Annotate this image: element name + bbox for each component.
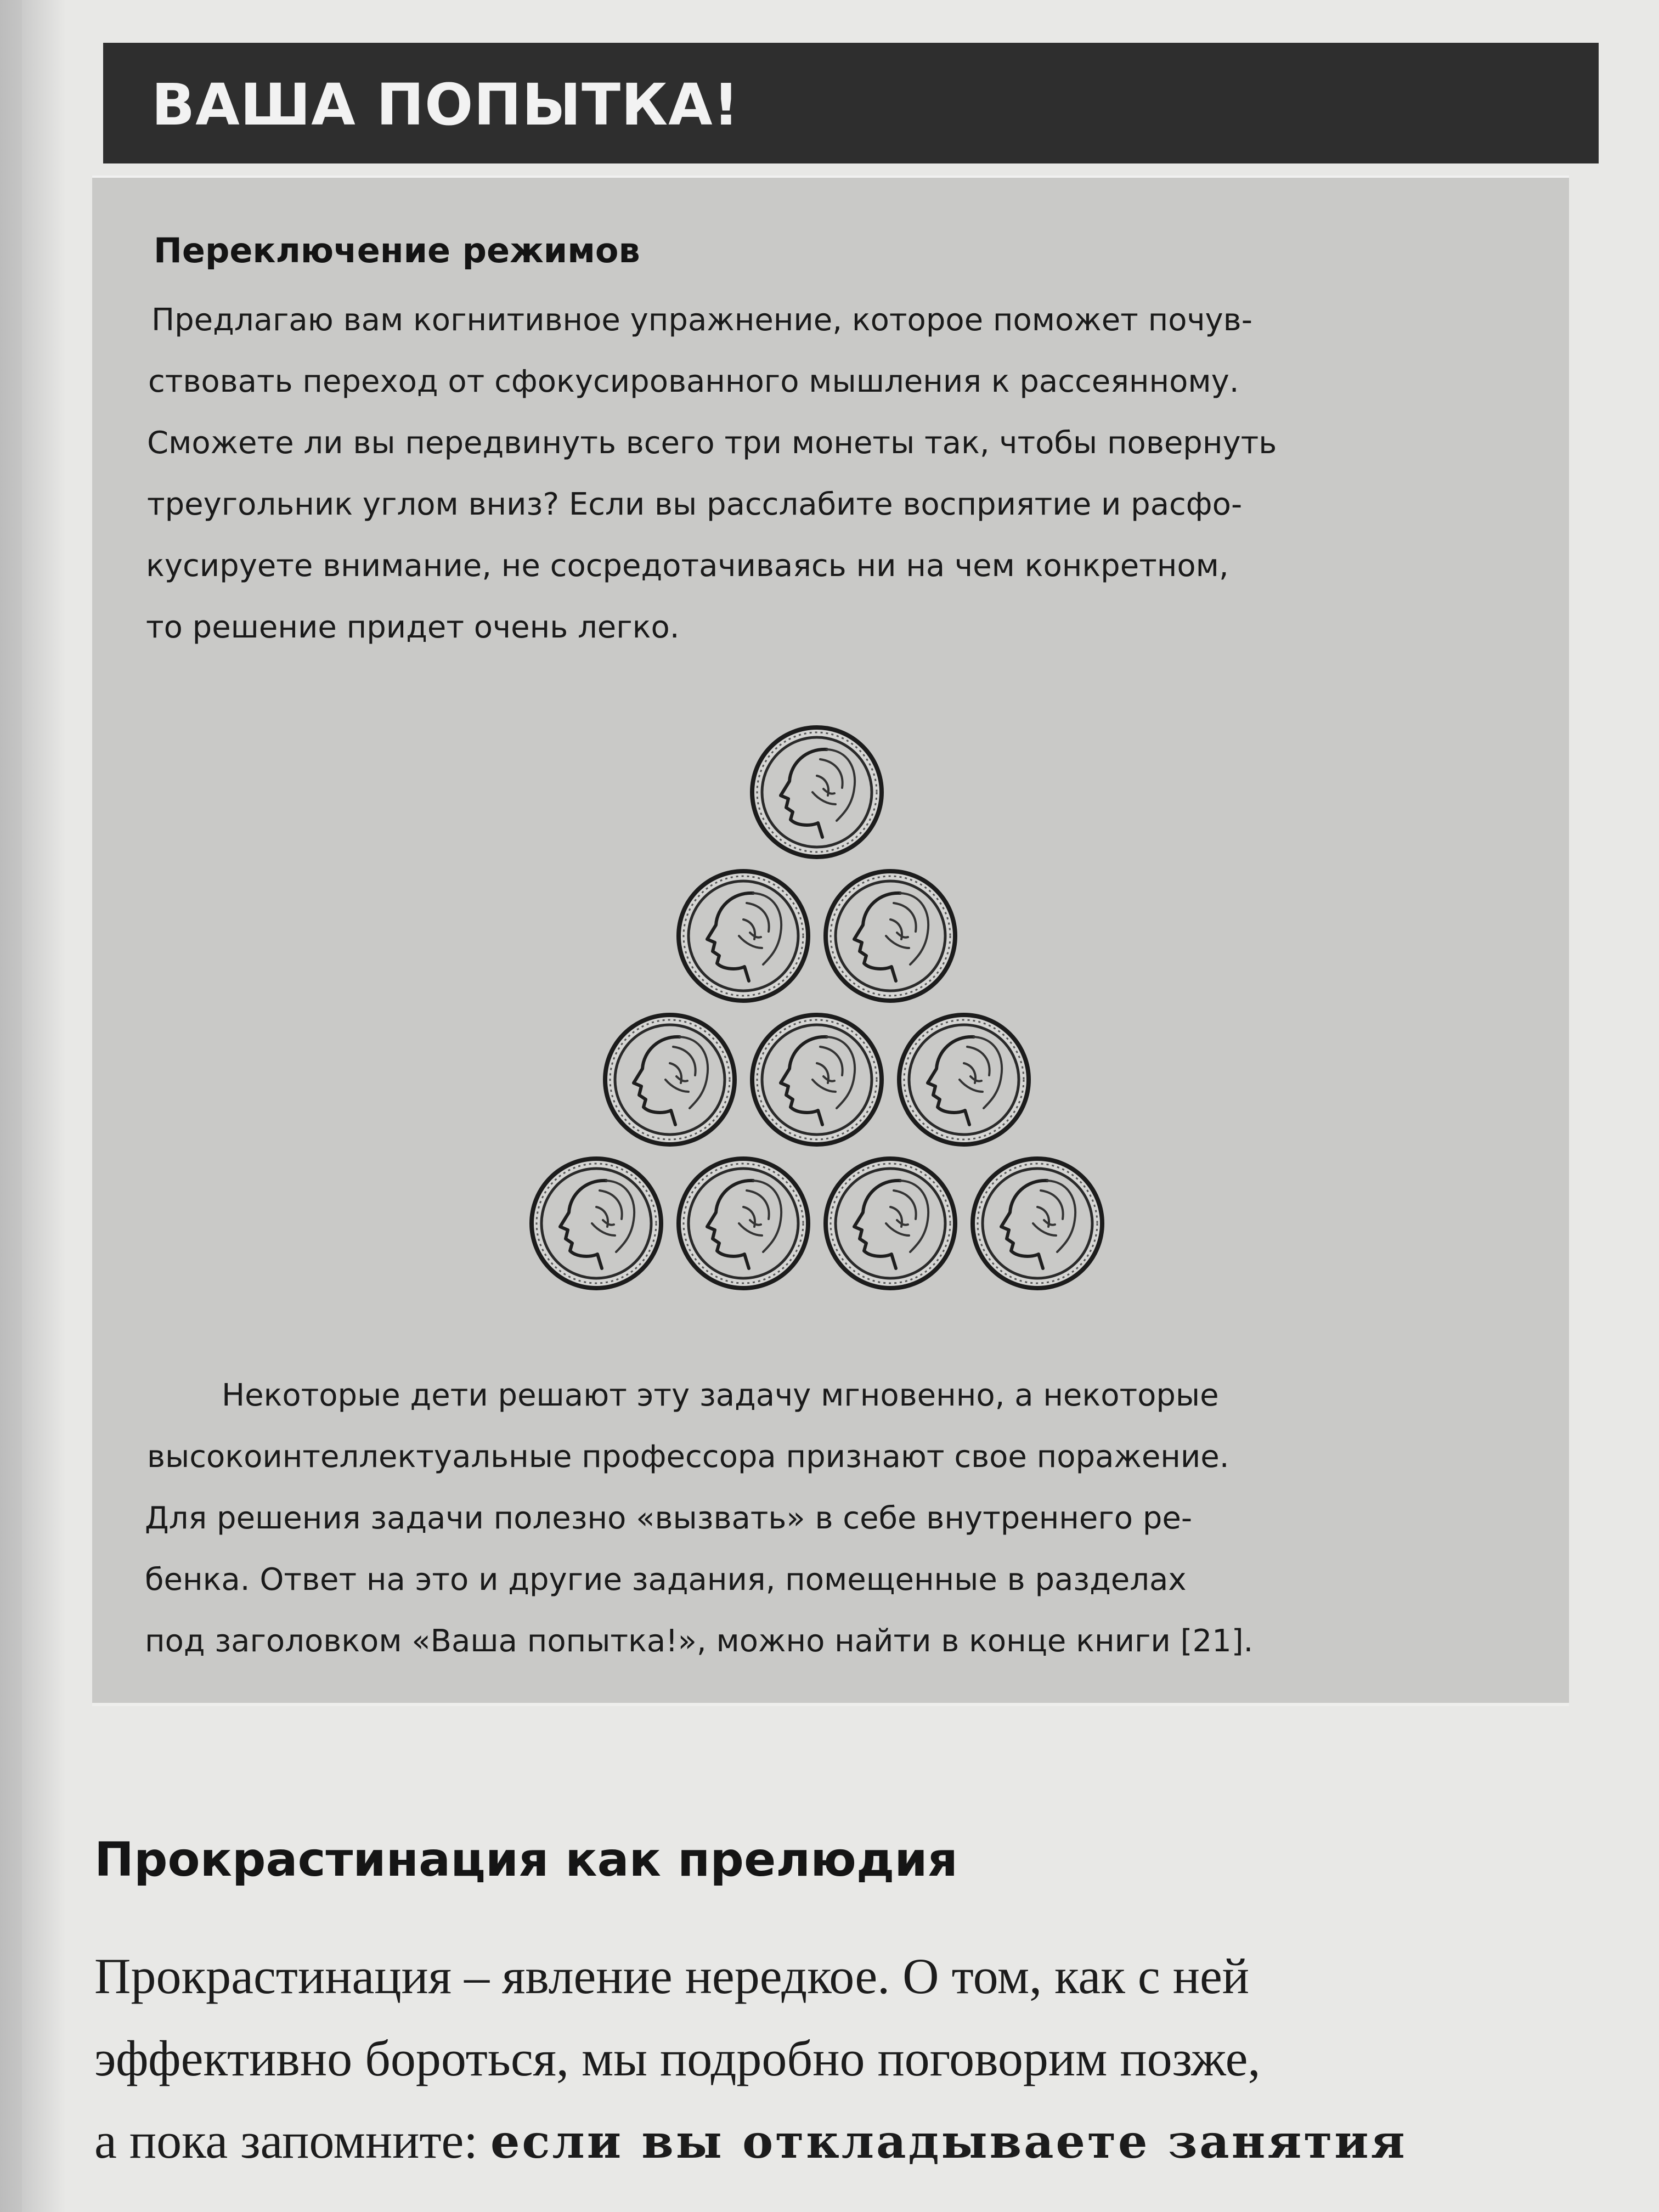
coin-portrait-icon (973, 1159, 1102, 1288)
body-line: Прокрастинация – явление нередкое. О том, как с ней (94, 1948, 1250, 2004)
body-line (94, 2113, 1407, 2169)
page-gutter-shadow (0, 0, 66, 2212)
body-line: эффективно бороться, мы подробно поговорим позже, (94, 2030, 1261, 2086)
body-line-bold: если вы откладываете занятия (490, 2114, 1407, 2169)
outro-line: высокоинтеллектуальные профессора признают свое поражение. (147, 1439, 1229, 1475)
coin-portrait-icon (532, 1159, 661, 1288)
body-line-plain: а пока запомните: (94, 2113, 490, 2169)
coin-portrait-icon (752, 1015, 882, 1144)
coin-portrait-icon (605, 1015, 735, 1144)
coin-portrait-icon (752, 727, 882, 857)
coin-portrait-icon (679, 1159, 808, 1288)
intro-line: то решение придет очень легко. (146, 610, 680, 645)
outro-line: Некоторые дети решают эту задачу мгновенно, а некоторые (222, 1378, 1219, 1413)
coin-portrait-icon (826, 1159, 955, 1288)
intro-line: ствовать переход от сфокусированного мышления к рассеянному. (148, 364, 1239, 399)
exercise-title: Переключение режимов (154, 230, 640, 270)
outro-line: под заголовком «Ваша попытка!», можно найти в конце книги [21]. (145, 1623, 1254, 1659)
intro-line: Сможете ли вы передвинуть всего три монеты так, чтобы повернуть (147, 425, 1277, 461)
section-heading: Прокрастинация как прелюдия (94, 1832, 958, 1887)
coin-portrait-icon (899, 1015, 1029, 1144)
header-bar (103, 43, 1599, 163)
header-title: ВАША ПОПЫТКА! (151, 71, 740, 138)
intro-line: кусируете внимание, не сосредотачиваясь ни на чем конкретном, (146, 548, 1229, 584)
outro-line: Для решения задачи полезно «вызвать» в себе внутреннего ре- (145, 1500, 1193, 1536)
coin-portrait-icon (826, 871, 955, 1001)
intro-line: Предлагаю вам когнитивное упражнение, которое поможет почув- (151, 302, 1252, 338)
intro-line: треугольник углом вниз? Если вы расслабите восприятие и расфо- (147, 487, 1243, 522)
coin-portrait-icon (679, 871, 808, 1001)
exercise-box (92, 176, 1569, 1706)
outro-line: бенка. Ответ на это и другие задания, помещенные в разделах (145, 1562, 1187, 1598)
